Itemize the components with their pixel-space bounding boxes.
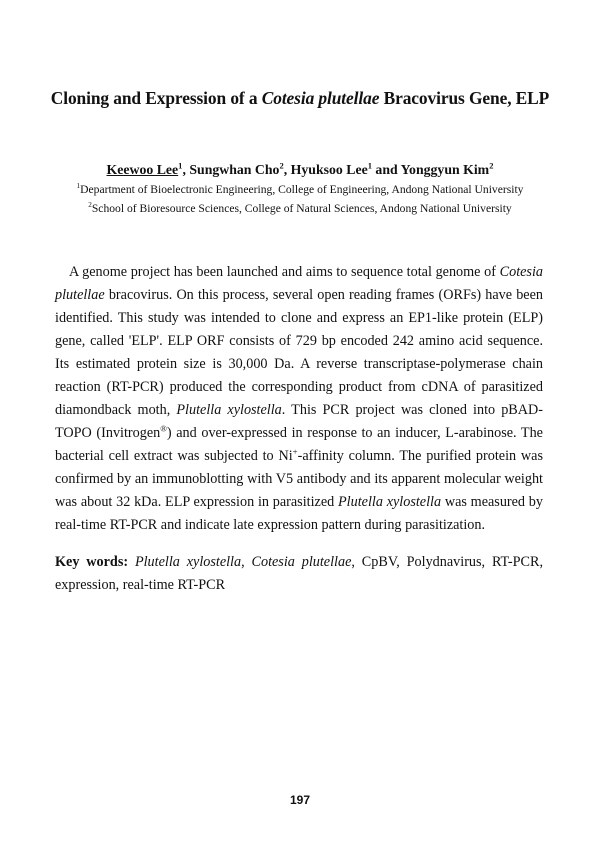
affiliation-2-marker: 2 [88, 201, 92, 210]
title-part1: Cloning and Expression of a [50, 88, 262, 108]
abstract-text-1: A genome project has been launched and aims to sequence total genome of [69, 264, 500, 280]
title-italic-species: Cotesia plutellae [261, 88, 380, 108]
abstract [55, 261, 543, 537]
keywords-colon: : [123, 554, 135, 570]
affiliation-1 [0, 183, 600, 196]
affiliation-2 [0, 202, 600, 215]
keywords [55, 551, 543, 597]
author-sep-3: and [371, 162, 401, 177]
author-sep-2: , [283, 162, 291, 177]
keywords-label: Key words [55, 554, 124, 570]
author-4: Yonggyun Kim [400, 162, 490, 177]
abstract-italic-2: Plutella xylostella [176, 402, 282, 418]
abstract-text-3: . This PCR project was cloned into pBAD-TOPO (Invitrogen [55, 402, 543, 441]
abstract-italic-1: Cotesia plutellae [55, 264, 543, 303]
affiliation-2-text: School of Bioresource Sciences, College of Natural Sciences, Andong National University [91, 202, 512, 215]
abstract-italic-3: Plutella xylostella [338, 494, 442, 510]
paper-title [0, 88, 600, 109]
keyword-2: Cotesia plutellae [251, 554, 352, 570]
author-sep-1: , [182, 162, 190, 177]
author-3: Hyuksoo Lee [290, 162, 368, 177]
author-3-affil: 1 [367, 160, 372, 171]
author-1-affil: 1 [178, 160, 183, 171]
abstract-text-5: -affinity column. The purified protein was confirmed by an immunoblotting with V5 antibody and its apparent molecular weight was about 32 kDa. ELP expression in parasitized [55, 448, 543, 510]
page-number: 197 [289, 793, 311, 807]
abstract-paragraph [55, 261, 543, 537]
abstract-text-6: was measured by real-time RT-PCR and indicate late expression pattern during parasitization. [55, 494, 543, 533]
author-list [0, 162, 600, 178]
title-part2: Bracovirus Gene, ELP [379, 88, 550, 108]
abstract-text-4: ) and over-expressed in response to an inducer, L-arabinose. The bacterial cell extract was subjected to Ni [55, 425, 543, 464]
keywords-rest: , CpBV, Polydnavirus, RT-PCR, expression, real-time RT-PCR [55, 554, 544, 593]
keywords-paragraph [55, 551, 543, 597]
author-4-affil: 2 [489, 160, 494, 171]
abstract-text-2: bracovirus. On this process, several open reading frames (ORFs) have been identified. This study was intended to clone and express an EP1-like protein (ELP) gene, called 'ELP'. ELP ORF consists of 729 bp encoded 242 amino acid sequence. Its estimated protein size is 30,000 Da. A reverse transcriptase-polymerase chain reaction (RT-PCR) produced the corresponding product from cDNA of parasitized diamondback moth, [55, 287, 543, 418]
nickel-charge: + [292, 446, 298, 457]
keyword-1: Plutella xylostella [134, 554, 242, 570]
author-2-affil: 2 [279, 160, 284, 171]
registered-mark: ® [160, 423, 167, 434]
author-2: Sungwhan Cho [189, 162, 280, 177]
affiliation-1-text: Department of Bioelectronic Engineering, College of Engineering, Andong National University [80, 183, 524, 196]
affiliation-1-marker: 1 [76, 182, 81, 191]
keyword-sep-1: , [241, 554, 252, 570]
author-1: Keewoo Lee [106, 162, 179, 177]
